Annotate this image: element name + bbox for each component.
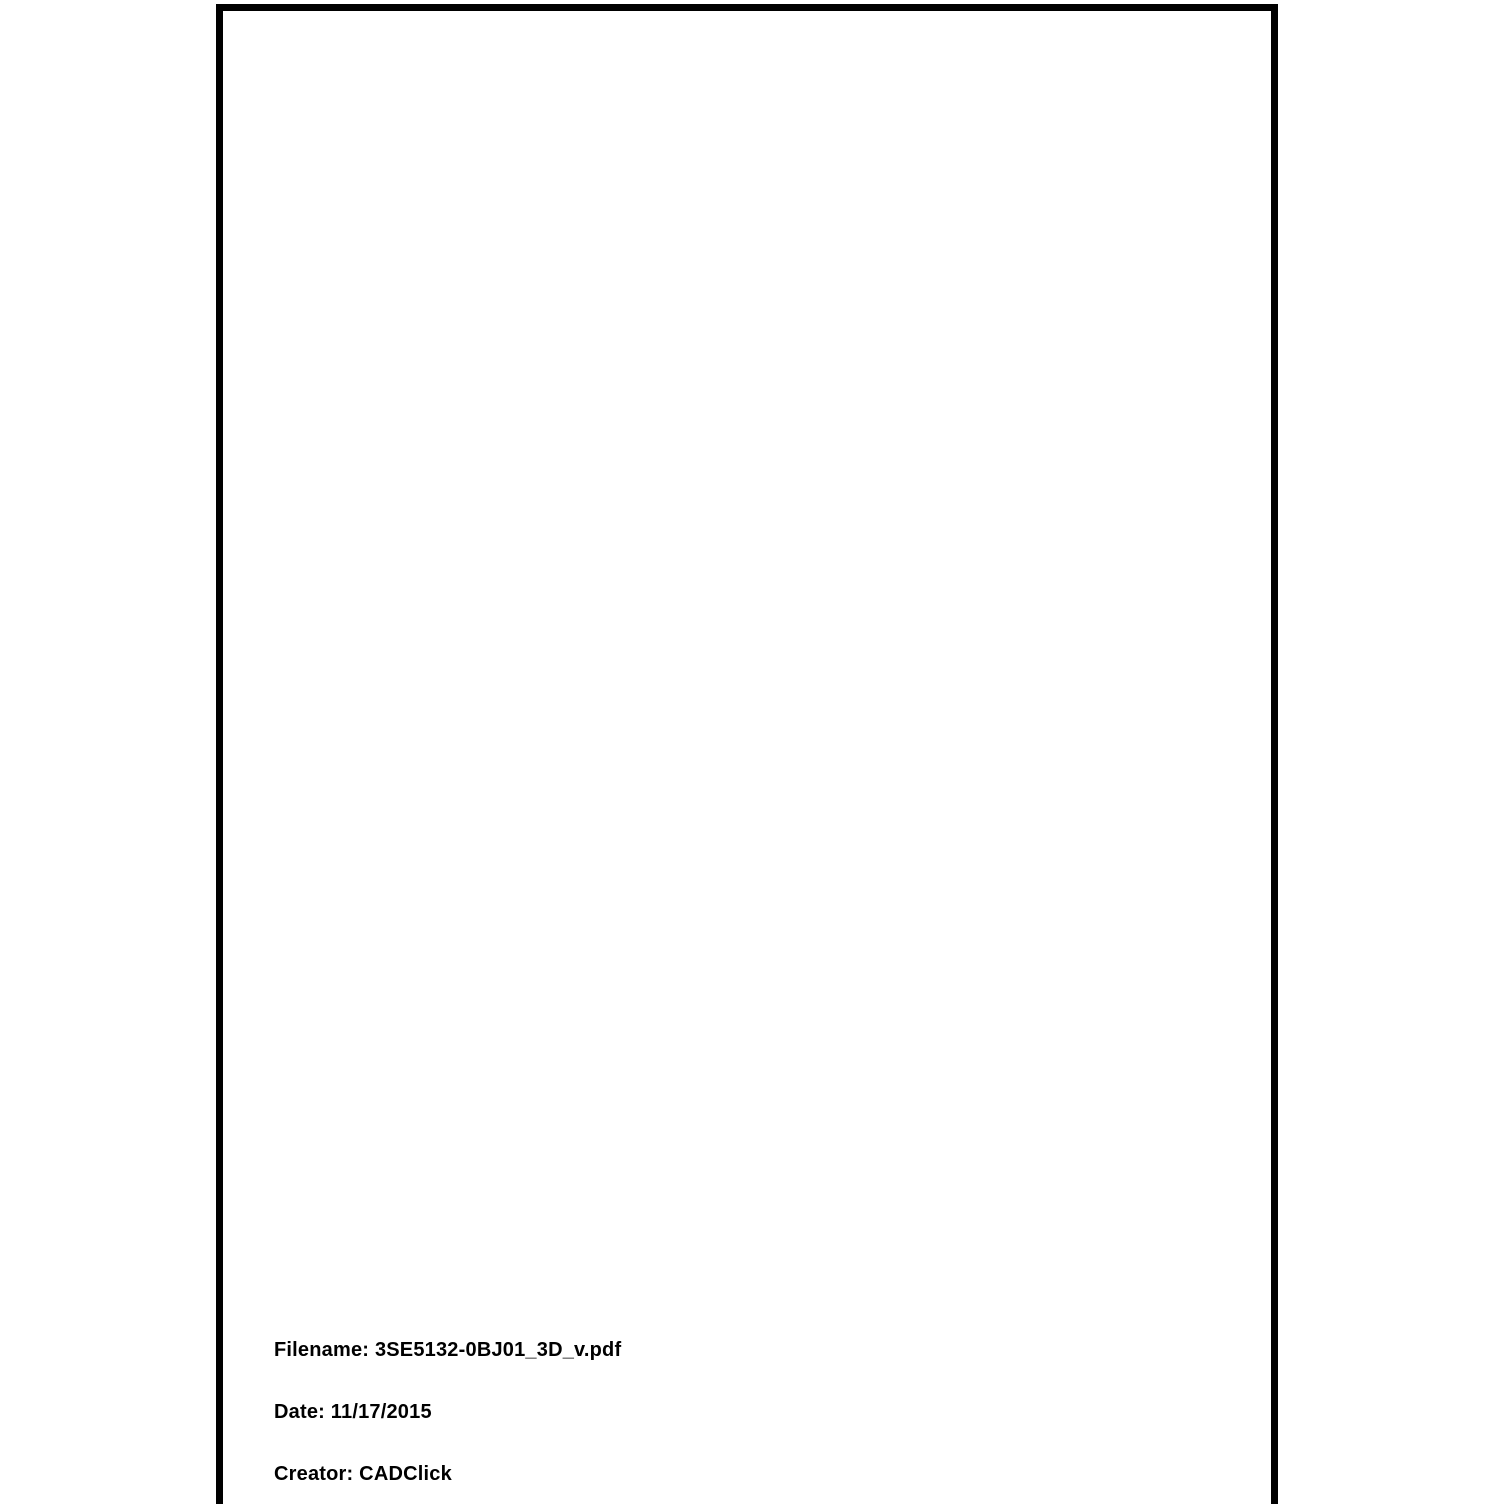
creator-line (274, 1462, 1174, 1486)
date-line (274, 1400, 1174, 1424)
document-sheet (216, 4, 1278, 1504)
document-sheet-content (223, 11, 1271, 1504)
creator-label: Creator: (274, 1463, 354, 1485)
filename-value: 3SE5132-0BJ01_3D_v.pdf (374, 1339, 622, 1361)
creator-value: CADClick (359, 1463, 452, 1485)
date-label: Date: (274, 1401, 326, 1423)
date-value: 11/17/2015 (330, 1401, 432, 1423)
document-metadata-block (274, 1338, 1174, 1486)
filename-line (274, 1338, 1174, 1362)
filename-label: Filename: (274, 1339, 370, 1361)
